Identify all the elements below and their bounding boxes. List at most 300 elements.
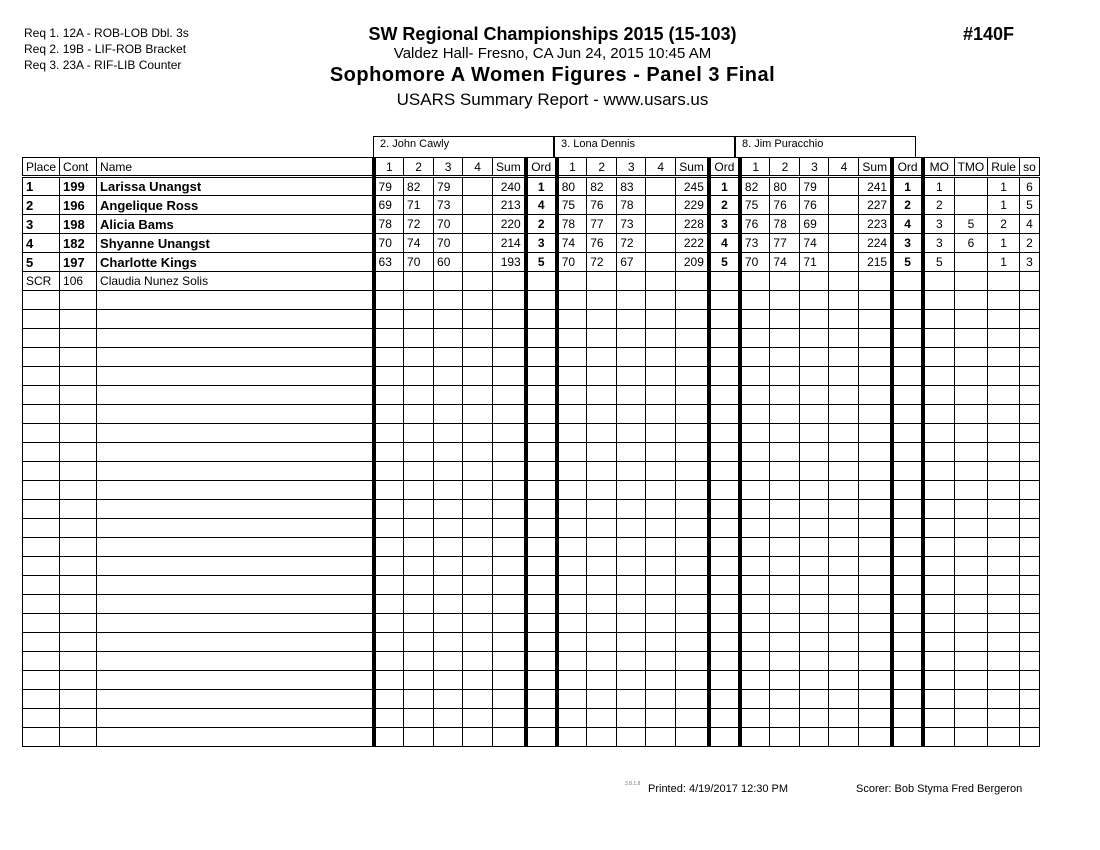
judge2-ord-cell <box>709 367 740 386</box>
judge3-score-3-cell <box>800 690 829 709</box>
judge1-score-3-cell <box>434 538 463 557</box>
judge2-score-1-cell: 75 <box>557 196 587 215</box>
judge2-score-3-cell: 67 <box>617 253 646 272</box>
so-cell <box>1019 386 1039 405</box>
judge1-ord-cell: 1 <box>526 177 557 196</box>
judge1-ord-cell <box>526 595 557 614</box>
judge1-sum-cell <box>493 671 526 690</box>
judge2-ord-cell <box>709 443 740 462</box>
col-j3-s3: 3 <box>800 158 829 177</box>
place-cell <box>23 728 60 747</box>
so-cell <box>1019 690 1039 709</box>
judge2-score-1-cell <box>557 519 587 538</box>
judge1-score-3-cell <box>434 272 463 291</box>
judge2-score-2-cell <box>587 386 617 405</box>
judge1-score-4-cell <box>463 310 493 329</box>
judge2-score-4-cell <box>646 671 676 690</box>
rule-cell <box>988 519 1020 538</box>
judge-header-3: 8. Jim Puracchio <box>735 136 916 157</box>
judge1-score-1-cell <box>374 595 404 614</box>
judge1-sum-cell: 220 <box>493 215 526 234</box>
judge3-score-4-cell <box>829 215 859 234</box>
judge2-score-2-cell: 82 <box>587 177 617 196</box>
col-j3-sum: Sum <box>859 158 892 177</box>
judge1-ord-cell <box>526 557 557 576</box>
so-cell <box>1019 633 1039 652</box>
judge3-ord-cell <box>892 538 923 557</box>
judge1-sum-cell: 193 <box>493 253 526 272</box>
place-cell <box>23 709 60 728</box>
name-cell <box>97 462 374 481</box>
judge1-score-1-cell: 70 <box>374 234 404 253</box>
judge3-score-4-cell <box>829 253 859 272</box>
judge3-sum-cell <box>859 367 892 386</box>
judge1-score-4-cell <box>463 386 493 405</box>
judge3-ord-cell: 1 <box>892 177 923 196</box>
place-cell <box>23 557 60 576</box>
col-mo: MO <box>923 158 954 177</box>
place-cell: 5 <box>23 253 60 272</box>
col-j2-sum: Sum <box>676 158 709 177</box>
judge3-score-2-cell <box>770 462 800 481</box>
judge1-ord-cell <box>526 481 557 500</box>
judge2-score-1-cell <box>557 272 587 291</box>
empty-row <box>23 367 1040 386</box>
results-table <box>22 157 1040 747</box>
mo-cell: 2 <box>923 196 954 215</box>
judge3-ord-cell <box>892 557 923 576</box>
place-cell <box>23 462 60 481</box>
judge3-score-2-cell <box>770 557 800 576</box>
judge2-sum-cell: 222 <box>676 234 709 253</box>
judge1-score-1-cell <box>374 348 404 367</box>
place-cell <box>23 386 60 405</box>
so-cell: 4 <box>1019 215 1039 234</box>
judge2-score-4-cell <box>646 728 676 747</box>
judge1-score-1-cell <box>374 690 404 709</box>
judge2-score-3-cell <box>617 272 646 291</box>
mo-cell: 3 <box>923 234 954 253</box>
judge2-score-4-cell <box>646 614 676 633</box>
mo-cell <box>923 386 954 405</box>
empty-row <box>23 500 1040 519</box>
judge3-score-3-cell: 69 <box>800 215 829 234</box>
rule-cell <box>988 557 1020 576</box>
judge1-score-3-cell: 70 <box>434 215 463 234</box>
judge2-score-3-cell <box>617 519 646 538</box>
judge1-score-3-cell: 70 <box>434 234 463 253</box>
judge2-ord-cell <box>709 462 740 481</box>
judge3-sum-cell <box>859 519 892 538</box>
tmo-cell <box>954 481 988 500</box>
result-row <box>23 196 1040 215</box>
judge3-ord-cell <box>892 291 923 310</box>
judge3-score-3-cell: 79 <box>800 177 829 196</box>
result-row <box>23 272 1040 291</box>
scorer-names: Scorer: Bob Styma Fred Bergeron <box>856 783 1023 795</box>
judge3-score-4-cell <box>829 519 859 538</box>
col-tmo: TMO <box>954 158 988 177</box>
judge1-score-2-cell <box>404 538 434 557</box>
judge1-score-2-cell <box>404 462 434 481</box>
judge2-ord-cell <box>709 310 740 329</box>
place-cell <box>23 633 60 652</box>
judge1-sum-cell <box>493 329 526 348</box>
judge1-score-3-cell <box>434 405 463 424</box>
judge1-score-1-cell <box>374 386 404 405</box>
judge3-sum-cell <box>859 671 892 690</box>
judge3-score-2-cell <box>770 272 800 291</box>
judge3-score-3-cell <box>800 519 829 538</box>
contestant-number-cell <box>60 709 97 728</box>
judge1-score-2-cell <box>404 576 434 595</box>
judge1-ord-cell <box>526 652 557 671</box>
judge2-score-4-cell <box>646 367 676 386</box>
judge1-score-4-cell <box>463 177 493 196</box>
judge2-score-2-cell <box>587 557 617 576</box>
rule-cell <box>988 709 1020 728</box>
judge3-score-2-cell: 78 <box>770 215 800 234</box>
judge1-score-1-cell <box>374 500 404 519</box>
place-cell: 1 <box>23 177 60 196</box>
judge3-score-3-cell <box>800 633 829 652</box>
judge3-score-4-cell <box>829 595 859 614</box>
judge3-score-2-cell <box>770 443 800 462</box>
judge2-score-2-cell <box>587 443 617 462</box>
judge2-sum-cell <box>676 310 709 329</box>
judge2-sum-cell <box>676 633 709 652</box>
judge3-score-3-cell <box>800 614 829 633</box>
judge3-score-4-cell <box>829 709 859 728</box>
judge3-score-1-cell <box>740 424 770 443</box>
judge1-score-4-cell <box>463 690 493 709</box>
mo-cell <box>923 671 954 690</box>
name-cell <box>97 481 374 500</box>
place-cell <box>23 310 60 329</box>
judge1-score-1-cell: 79 <box>374 177 404 196</box>
venue-date: Valdez Hall- Fresno, CA Jun 24, 2015 10:45 AM <box>393 45 712 62</box>
mo-cell: 1 <box>923 177 954 196</box>
judge2-ord-cell <box>709 652 740 671</box>
contestant-number-cell <box>60 538 97 557</box>
judge1-score-1-cell <box>374 367 404 386</box>
so-cell <box>1019 272 1039 291</box>
col-j1-sum: Sum <box>493 158 526 177</box>
judge3-score-1-cell: 82 <box>740 177 770 196</box>
place-cell <box>23 519 60 538</box>
judge1-ord-cell <box>526 462 557 481</box>
name-cell <box>97 329 374 348</box>
col-j2-s2: 2 <box>587 158 617 177</box>
judge1-sum-cell <box>493 348 526 367</box>
judge1-score-3-cell <box>434 614 463 633</box>
judge3-ord-cell <box>892 272 923 291</box>
col-j2-s3: 3 <box>617 158 646 177</box>
mo-cell <box>923 633 954 652</box>
judge2-score-2-cell <box>587 348 617 367</box>
judge3-sum-cell <box>859 481 892 500</box>
judge1-score-3-cell <box>434 291 463 310</box>
judge3-sum-cell <box>859 500 892 519</box>
mo-cell <box>923 595 954 614</box>
judge2-score-3-cell <box>617 557 646 576</box>
so-cell <box>1019 557 1039 576</box>
judge1-score-2-cell <box>404 633 434 652</box>
judge3-ord-cell: 4 <box>892 215 923 234</box>
judge3-score-2-cell <box>770 291 800 310</box>
judge1-sum-cell <box>493 519 526 538</box>
judge2-ord-cell <box>709 519 740 538</box>
judge2-score-4-cell <box>646 405 676 424</box>
judge3-sum-cell <box>859 462 892 481</box>
judge2-score-2-cell <box>587 291 617 310</box>
judge2-score-2-cell <box>587 614 617 633</box>
judge2-score-1-cell <box>557 386 587 405</box>
judge3-score-1-cell: 73 <box>740 234 770 253</box>
contestant-number-cell: 198 <box>60 215 97 234</box>
rule-cell <box>988 424 1020 443</box>
judge1-sum-cell: 240 <box>493 177 526 196</box>
judge2-sum-cell: 245 <box>676 177 709 196</box>
judge3-score-2-cell <box>770 595 800 614</box>
judge3-score-2-cell <box>770 728 800 747</box>
report-title: USARS Summary Report - www.usars.us <box>396 90 709 109</box>
judge3-score-1-cell <box>740 500 770 519</box>
judge2-score-3-cell <box>617 595 646 614</box>
place-cell <box>23 652 60 671</box>
requirement-2: Req 2. 19B - LIF-ROB Bracket <box>24 42 187 56</box>
empty-row <box>23 671 1040 690</box>
judge1-ord-cell <box>526 329 557 348</box>
result-row <box>23 215 1040 234</box>
name-cell <box>97 310 374 329</box>
judge3-score-1-cell <box>740 405 770 424</box>
judge1-score-4-cell <box>463 348 493 367</box>
judge1-score-4-cell <box>463 196 493 215</box>
so-cell <box>1019 671 1039 690</box>
judge2-score-2-cell <box>587 272 617 291</box>
mo-cell <box>923 728 954 747</box>
judge3-sum-cell <box>859 329 892 348</box>
judge3-sum-cell <box>859 557 892 576</box>
judge1-ord-cell <box>526 386 557 405</box>
judge3-score-1-cell <box>740 367 770 386</box>
judge3-score-1-cell <box>740 728 770 747</box>
column-header-row <box>23 158 1040 177</box>
judge3-score-4-cell <box>829 576 859 595</box>
judge2-score-3-cell <box>617 709 646 728</box>
judge3-score-4-cell <box>829 690 859 709</box>
empty-row <box>23 519 1040 538</box>
rule-cell <box>988 500 1020 519</box>
place-cell: 2 <box>23 196 60 215</box>
judge1-score-1-cell <box>374 538 404 557</box>
judge3-ord-cell <box>892 424 923 443</box>
rule-cell: 2 <box>988 215 1020 234</box>
judge2-score-2-cell <box>587 405 617 424</box>
contestant-number-cell <box>60 519 97 538</box>
judge2-score-3-cell: 73 <box>617 215 646 234</box>
empty-row <box>23 614 1040 633</box>
judge3-ord-cell <box>892 728 923 747</box>
mo-cell <box>923 481 954 500</box>
tmo-cell <box>954 538 988 557</box>
judge2-score-2-cell: 76 <box>587 196 617 215</box>
col-so: so <box>1019 158 1039 177</box>
judge1-score-2-cell: 70 <box>404 253 434 272</box>
judge2-sum-cell <box>676 291 709 310</box>
tmo-cell <box>954 652 988 671</box>
empty-row <box>23 633 1040 652</box>
judge1-sum-cell <box>493 709 526 728</box>
judge2-score-2-cell: 72 <box>587 253 617 272</box>
empty-row <box>23 386 1040 405</box>
judge3-score-2-cell <box>770 690 800 709</box>
judge1-score-3-cell: 79 <box>434 177 463 196</box>
rule-cell: 1 <box>988 234 1020 253</box>
judge3-ord-cell <box>892 595 923 614</box>
judge3-score-4-cell <box>829 272 859 291</box>
judge2-sum-cell <box>676 595 709 614</box>
judge2-score-2-cell <box>587 690 617 709</box>
empty-row <box>23 310 1040 329</box>
judge3-ord-cell <box>892 348 923 367</box>
so-cell <box>1019 709 1039 728</box>
rule-cell <box>988 367 1020 386</box>
mo-cell <box>923 443 954 462</box>
judge1-score-2-cell: 74 <box>404 234 434 253</box>
judge3-score-2-cell <box>770 652 800 671</box>
judge3-score-1-cell <box>740 557 770 576</box>
rule-cell <box>988 348 1020 367</box>
mo-cell <box>923 557 954 576</box>
so-cell <box>1019 462 1039 481</box>
judge2-ord-cell: 2 <box>709 196 740 215</box>
tmo-cell <box>954 367 988 386</box>
rule-cell <box>988 633 1020 652</box>
so-cell <box>1019 500 1039 519</box>
contestant-number-cell <box>60 329 97 348</box>
judge3-sum-cell <box>859 424 892 443</box>
name-cell <box>97 671 374 690</box>
col-j3-ord: Ord <box>892 158 923 177</box>
judge2-sum-cell <box>676 367 709 386</box>
contestant-number-cell <box>60 462 97 481</box>
judge1-sum-cell: 214 <box>493 234 526 253</box>
judge1-score-2-cell <box>404 272 434 291</box>
mo-cell <box>923 272 954 291</box>
rule-cell <box>988 595 1020 614</box>
judge3-score-4-cell <box>829 405 859 424</box>
judge3-score-3-cell <box>800 405 829 424</box>
col-j2-ord: Ord <box>709 158 740 177</box>
contestant-number-cell: 106 <box>60 272 97 291</box>
judge1-score-4-cell <box>463 481 493 500</box>
place-cell <box>23 348 60 367</box>
judge1-score-1-cell: 78 <box>374 215 404 234</box>
judge1-score-1-cell: 69 <box>374 196 404 215</box>
judge1-score-3-cell <box>434 728 463 747</box>
judge3-score-2-cell <box>770 576 800 595</box>
judge1-score-2-cell <box>404 386 434 405</box>
rule-cell <box>988 405 1020 424</box>
judge1-score-3-cell <box>434 500 463 519</box>
judge1-sum-cell <box>493 405 526 424</box>
col-j1-ord: Ord <box>526 158 557 177</box>
judge1-score-3-cell <box>434 310 463 329</box>
judge1-ord-cell <box>526 709 557 728</box>
judge2-score-2-cell <box>587 424 617 443</box>
judge2-score-2-cell <box>587 329 617 348</box>
contestant-number-cell <box>60 595 97 614</box>
judge3-score-1-cell <box>740 291 770 310</box>
judge2-score-2-cell <box>587 728 617 747</box>
name-cell <box>97 633 374 652</box>
judge1-score-3-cell <box>434 443 463 462</box>
judge3-score-2-cell <box>770 538 800 557</box>
judge1-ord-cell <box>526 671 557 690</box>
judge2-score-3-cell <box>617 576 646 595</box>
judge2-sum-cell: 209 <box>676 253 709 272</box>
result-row <box>23 177 1040 196</box>
judge3-score-1-cell <box>740 386 770 405</box>
judge1-score-2-cell: 71 <box>404 196 434 215</box>
judge1-score-1-cell <box>374 557 404 576</box>
judge3-sum-cell <box>859 348 892 367</box>
judge2-sum-cell <box>676 500 709 519</box>
judge1-score-2-cell <box>404 728 434 747</box>
judge3-score-1-cell <box>740 519 770 538</box>
name-cell <box>97 443 374 462</box>
rule-cell <box>988 481 1020 500</box>
judge2-score-3-cell <box>617 367 646 386</box>
judge2-sum-cell <box>676 462 709 481</box>
judge2-ord-cell <box>709 291 740 310</box>
judge3-sum-cell <box>859 633 892 652</box>
judge3-score-2-cell: 80 <box>770 177 800 196</box>
rule-cell <box>988 329 1020 348</box>
judge1-score-3-cell <box>434 386 463 405</box>
empty-row <box>23 652 1040 671</box>
judge1-score-2-cell <box>404 671 434 690</box>
judge2-score-4-cell <box>646 196 676 215</box>
judge1-score-1-cell <box>374 481 404 500</box>
judge2-score-4-cell <box>646 310 676 329</box>
judge1-score-3-cell: 60 <box>434 253 463 272</box>
judge2-sum-cell <box>676 728 709 747</box>
tmo-cell <box>954 557 988 576</box>
judge1-score-1-cell <box>374 310 404 329</box>
rule-cell: 1 <box>988 196 1020 215</box>
place-cell <box>23 614 60 633</box>
col-name: Name <box>97 158 374 177</box>
judge1-ord-cell <box>526 291 557 310</box>
judge1-score-2-cell <box>404 443 434 462</box>
mo-cell <box>923 500 954 519</box>
place-cell <box>23 424 60 443</box>
judge2-score-3-cell <box>617 386 646 405</box>
judge3-score-1-cell <box>740 709 770 728</box>
place-cell <box>23 443 60 462</box>
judge2-score-1-cell <box>557 728 587 747</box>
judge3-sum-cell <box>859 614 892 633</box>
judge3-score-4-cell <box>829 481 859 500</box>
judge2-score-1-cell <box>557 614 587 633</box>
name-cell <box>97 500 374 519</box>
judge2-score-1-cell <box>557 481 587 500</box>
judge1-score-2-cell <box>404 291 434 310</box>
col-j1-s2: 2 <box>404 158 434 177</box>
